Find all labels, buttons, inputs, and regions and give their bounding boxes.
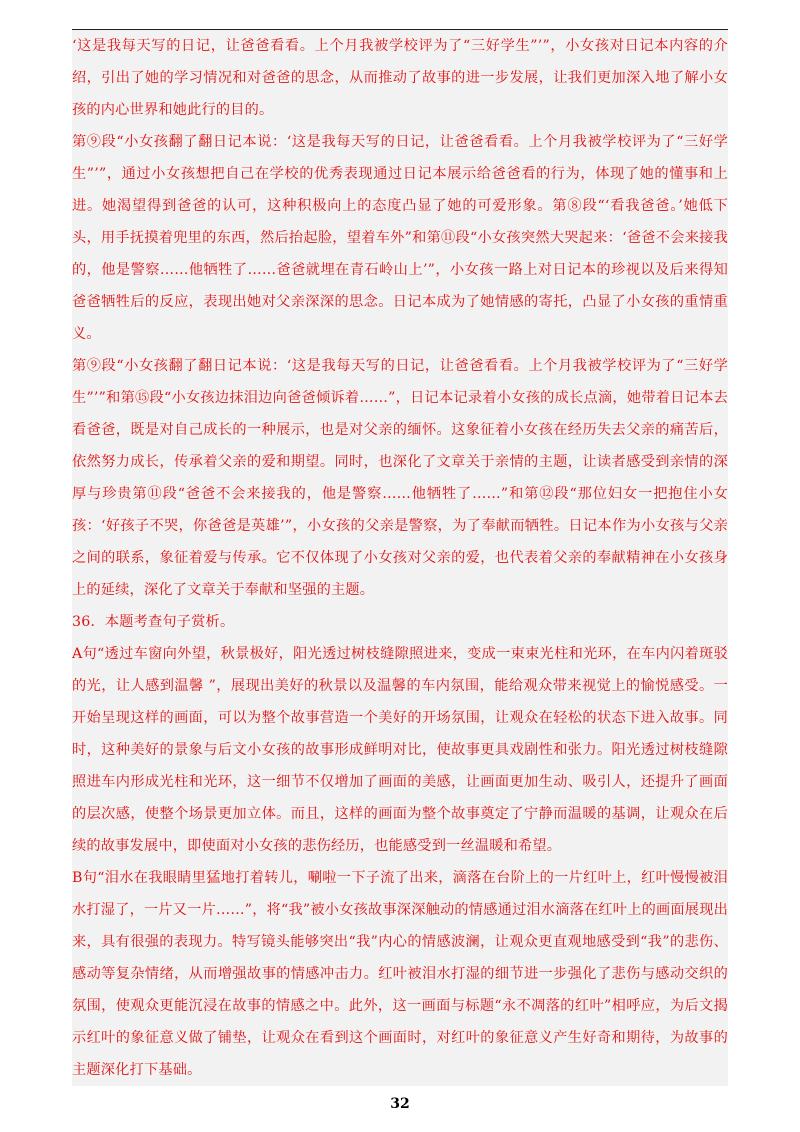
paragraph: B句“泪水在我眼睛里猛地打着转儿，唰啦一下子流了出来，滴落在台阶上的一片红叶上，红叶慢慢被泪水打湿了，一片又一片……”，将“我”被小女孩故事深深触动的情感通过泪水滴落在红叶上的画面展现出来，具有很强的表现力。特写镜头能够突出“我”内心的情感波澜，让观众更直观地感受到“我”的悲伤、感动等复杂情绪，从而增强故事的情感冲击力。红叶被泪水打湿的细节进一步强化了悲伤与感动交织的氛围，使观众更能沉浸在故事的情感之中。此外，这一画面与标题“永不凋落的红叶”相呼应，为后文揭示红叶的象征意义做了铺垫，让观众在看到这个画面时，对红叶的象征意义产生好奇和期待，为故事的主题深化打下基础。 <box>72 870 728 1078</box>
paragraph: 第⑨段“小女孩翻了翻日记本说：‘这是我每天写的日记，让爸爸看看。上个月我被学校评为了“三好学生”’”，通过小女孩想把自己在学校的优秀表现通过日记本展示给爸爸看的行为，体现了她的懂事和上进。她渴望得到爸爸的认可，这种积极向上的态度凸显了她的可爱形象。第⑧段“‘看我爸爸。’她低下头，用手抚摸着兜里的东西，然后抬起脸，望着车外”和第⑪段“小女孩突然大哭起来：‘爸爸不会来接我的，他是警察……他牺牲了……爸爸就埋在青石岭山上’”，小女孩一路上对日记本的珍视以及后来得知爸爸牺牲后的反应，表现出她对父亲深深的思念。日记本成为了她情感的寄托，凸显了小女孩的重情重义。 <box>72 134 728 342</box>
answer-body <box>72 30 728 1086</box>
paragraph: A句“透过车窗向外望，秋景极好，阳光透过树枝缝隙照进来，变成一束束光柱和光环，在车内闪着斑驳的光，让人感到温馨 ”，展现出美好的秋景以及温馨的车内氛围，能给观众带来视觉上的愉悦感受。一开始呈现这样的画面，可以为整个故事营造一个美好的开场氛围，让观众在轻松的状态下进入故事。同时，这种美好的景象与后文小女孩的故事形成鲜明对比，使故事更具戏剧性和张力。阳光透过树枝缝隙照进车内形成光柱和光环，这一细节不仅增加了画面的美感，让画面更加生动、吸引人，还提升了画面的层次感，使整个场景更加立体。而且，这样的画面为整个故事奠定了宁静而温暖的基调，让观众在后续的故事发展中，即使面对小女孩的悲伤经历，也能感受到一丝温暖和希望。 <box>72 646 728 854</box>
paragraph: ‘这是我每天写的日记，让爸爸看看。上个月我被学校评为了“三好学生”’”，小女孩对日记本内容的介绍，引出了她的学习情况和对爸爸的思念，从而推动了故事的进一步发展，让我们更加深入地了解小女孩的内心世界和她此行的目的。 <box>72 38 728 118</box>
question-heading: 36．本题考查句子赏析。 <box>72 614 235 630</box>
page-number: 32 <box>390 1096 410 1112</box>
paragraph: 第⑨段“小女孩翻了翻日记本说：‘这是我每天写的日记，让爸爸看看。上个月我被学校评为了“三好学生”’”和第⑮段“小女孩边抹泪边向爸爸倾诉着……”，日记本记录着小女孩的成长点滴，她带着日记本去看爸爸，既是对自己成长的一种展示，也是对父亲的缅怀。这象征着小女孩在经历失去父亲的痛苦后，依然努力成长，传承着父亲的爱和期望。同时，也深化了文章关于亲情的主题，让读者感受到亲情的深厚与珍贵第⑪段“爸爸不会来接我的，他是警察……他牺牲了……”和第⑫段“那位妇女一把抱住小女孩：‘好孩子不哭，你爸爸是英雄’”，小女孩的父亲是警察，为了奉献而牺牲。日记本作为小女孩与父亲之间的联系，象征着爱与传承。它不仅体现了小女孩对父亲的爱，也代表着父亲的奉献精神在小女孩身上的延续，深化了文章关于奉献和坚强的主题。 <box>72 358 728 598</box>
